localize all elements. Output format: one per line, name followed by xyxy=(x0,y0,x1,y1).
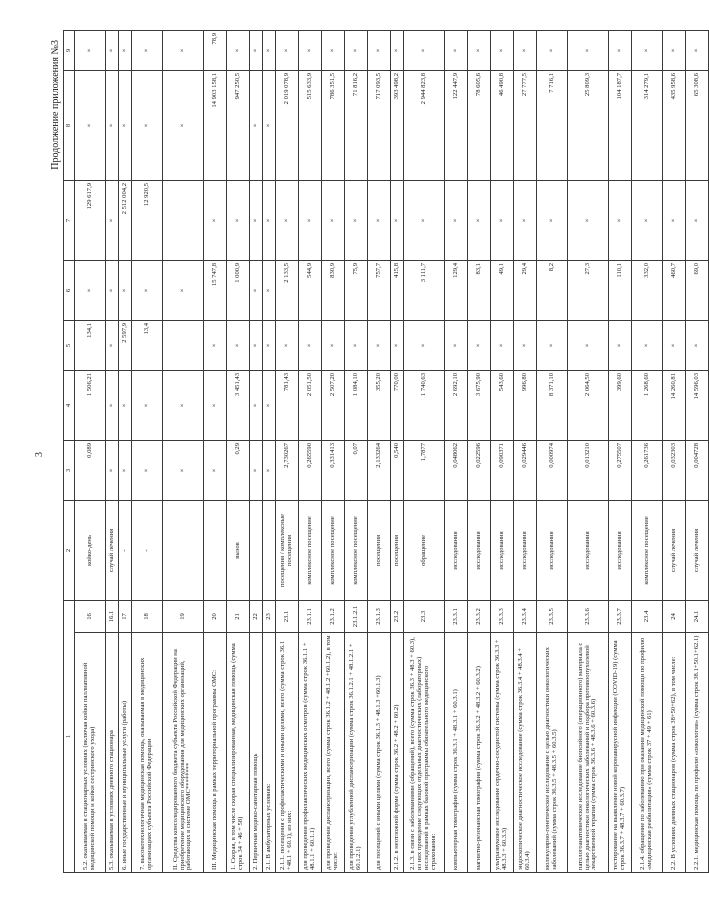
table-cell: 104 187,7 xyxy=(609,70,632,180)
table-cell: 29,4 xyxy=(514,260,537,320)
table-row xyxy=(250,30,263,872)
table-cell: случай лечения xyxy=(686,500,709,600)
table-cell: посещения / комплексные посещения xyxy=(276,500,299,600)
table-cell: × xyxy=(663,30,686,70)
table-cell: 23.3.2 xyxy=(468,600,491,632)
table-cell: для проведения профилактических медицинских осмотров (сумма строк 36.1.1 + 48.1.1 + 60.1.1) xyxy=(299,633,322,873)
table-cell: исследования xyxy=(445,500,468,600)
table-cell: 1 000,9 xyxy=(227,260,250,320)
table-cell: × xyxy=(322,320,345,370)
table-cell: 0,013210 xyxy=(568,440,609,500)
table-cell: 1 268,60 xyxy=(632,370,663,440)
table-cell: обращение xyxy=(404,500,445,600)
table-cell: 2.1. В амбулаторных условиях: xyxy=(263,633,276,873)
table-cell: для посещений с иными целями (сумма строк 36.1.3 + 48.1.3 +60.1.3) xyxy=(368,633,391,873)
table-cell: 75,9 xyxy=(345,260,368,320)
table-cell: 1,7877 xyxy=(404,440,445,500)
table-cell: 2 051,50 xyxy=(299,370,322,440)
table-cell: × xyxy=(445,320,468,370)
table-cell: × xyxy=(299,180,322,260)
table-cell: × xyxy=(537,320,568,370)
table-cell: × xyxy=(250,180,263,260)
table-cell: 23.4 xyxy=(632,600,663,632)
table-cell: 2.1.1. посещения с профилактическими и иными целями, всего (сумма строк 36.1 +48.1 + 60.1), из них: xyxy=(276,633,299,873)
table-cell: 415,8 xyxy=(391,260,404,320)
table-cell: комплексное посещение xyxy=(632,500,663,600)
table-cell: 23.1.3 xyxy=(368,600,391,632)
column-number: 1 xyxy=(64,600,75,872)
table-cell: комплексное посещение xyxy=(322,500,345,600)
table-cell: × xyxy=(132,30,163,70)
table-cell: 786 351,5 xyxy=(322,70,345,180)
table-cell: 0,275507 xyxy=(609,440,632,500)
table-cell: × xyxy=(106,370,119,440)
table-cell: × xyxy=(250,320,263,370)
table-cell: 23.3.3 xyxy=(491,600,514,632)
table-cell: 0,022596 xyxy=(468,440,491,500)
table-cell: 2.1.4. обращение по заболеванию при оказании медицинской помощи по профилю «медицинская реабилитация» (сумма строк 37 + 49 + 61) xyxy=(632,633,663,873)
table-row xyxy=(537,30,568,872)
table-cell: 1. Скорая, в том числе скорая специализированная, медицинская помощь (сумма строк 34 + 46 + 58) xyxy=(227,633,250,873)
table-cell: 0,032303 xyxy=(663,440,686,500)
table-cell xyxy=(263,500,276,600)
table-cell: вызов xyxy=(227,500,250,600)
table-cell: 22 xyxy=(250,600,263,632)
table-cell: × xyxy=(568,320,609,370)
table-cell: 25 809,3 xyxy=(568,70,609,180)
table-cell: 2.1.3. в связи с заболеваниями (обращений), всего (сумма строк 36.3 + 48.3 + 60.3), из них проведение следующих отдельных диагностических (лабораторных) исследований в рамках базовой программы обязательного медицинского страхования: xyxy=(404,633,445,873)
table-cell: 2 507,20 xyxy=(322,370,345,440)
table-cell: 996,80 xyxy=(514,370,537,440)
column-number: 4 xyxy=(64,370,75,440)
table-cell: 399,60 xyxy=(609,370,632,440)
table-cell: патологоанатомическое исследование биопсийного (операционного) материала с целью диагностики онкологических заболеваний и подбора противоопухолевой лекарственной терапии (сумма строк 36.3.6 + 48.3.6 + 60.3.6) xyxy=(568,633,609,873)
table-cell: 2,730267 xyxy=(276,440,299,500)
table-cell: × xyxy=(404,320,445,370)
table-row xyxy=(263,30,276,872)
table-cell: × xyxy=(686,30,709,70)
table-cell: × xyxy=(322,180,345,260)
table-cell: × xyxy=(75,260,106,320)
table-cell: исследования xyxy=(609,500,632,600)
table-row xyxy=(106,30,119,872)
table-cell: 71 816,2 xyxy=(345,70,368,180)
table-cell: × xyxy=(132,370,163,440)
table-row xyxy=(75,30,106,872)
table-cell: 3 451,43 xyxy=(227,370,250,440)
table-cell: исследования xyxy=(491,500,514,600)
table-cell: посещения xyxy=(391,500,404,600)
table-cell: 2.1.2. в неотложной форме (сумма строк 36.2 + 48.2 + 60.2) xyxy=(391,633,404,873)
table-cell: × xyxy=(227,30,250,70)
table-cell: 20 xyxy=(204,600,227,632)
table-cell: 129,4 xyxy=(445,260,468,320)
table-cell: 830,9 xyxy=(322,260,345,320)
table-cell: исследования xyxy=(468,500,491,600)
column-number: 6 xyxy=(64,260,75,320)
table-cell: 1 506,21 xyxy=(75,370,106,440)
table-cell: 14 596,03 xyxy=(686,370,709,440)
table-cell: 78 605,6 xyxy=(468,70,491,180)
table-cell: 8,2 xyxy=(537,260,568,320)
table-cell: случай лечения xyxy=(663,500,686,600)
table-cell: 314 279,1 xyxy=(632,70,663,180)
table-cell: × xyxy=(75,70,106,180)
table-cell: 5.2. оказываемая в стационарных условиях (включая койки паллиативной медицинской помощи и койки сестринского ухода) xyxy=(75,633,106,873)
table-row xyxy=(404,30,445,872)
table-cell: 515 633,9 xyxy=(299,70,322,180)
table-cell: 2.2.1. медицинская помощь по профилю «онкология» (сумма строк 38.1+50.1+62.1) xyxy=(686,633,709,873)
column-number: 2 xyxy=(64,500,75,600)
table-row xyxy=(491,30,514,872)
table-cell: × xyxy=(514,180,537,260)
table-cell: 23.3.1 xyxy=(445,600,468,632)
table-cell: 17 xyxy=(119,600,132,632)
table-cell: для проведения диспансеризации, всего (сумма строк 36.1.2 + 48.1.2 +60.1.2), в том числе: xyxy=(322,633,345,873)
table-cell: × xyxy=(368,180,391,260)
table-cell: × xyxy=(514,320,537,370)
table-cell: × xyxy=(263,440,276,500)
table-cell: × xyxy=(132,440,163,500)
table-cell: × xyxy=(75,30,106,70)
table-cell: молекулярно-генетическое исследование с целью диагностики онкологических заболеваний (сумма строк 36.3.5 + 48.3.5 + 60.3.5) xyxy=(537,633,568,873)
table-cell: × xyxy=(263,30,276,70)
table-cell: 0,261736 xyxy=(632,440,663,500)
table-cell: 7 716,1 xyxy=(537,70,568,180)
table-cell: 0,000974 xyxy=(537,440,568,500)
table-cell: - xyxy=(119,500,132,600)
page-number: 3 xyxy=(34,452,45,457)
table-cell: комплексное посещение xyxy=(345,500,368,600)
table-cell: × xyxy=(250,30,263,70)
table-cell: 2.2. В условиях дневных стационаров (сумма строк 38+50+62), в том числе: xyxy=(663,633,686,873)
table-cell: 46 490,8 xyxy=(491,70,514,180)
appendix-title: Продолжение приложения №3 xyxy=(50,40,61,170)
table-cell: × xyxy=(345,30,368,70)
table-cell: × xyxy=(368,30,391,70)
table-cell: III. Медицинская помощь в рамках территориальной программы ОМС: xyxy=(204,633,227,873)
table-cell: посещения xyxy=(368,500,391,600)
table-cell: × xyxy=(163,440,204,500)
table-cell: × xyxy=(250,440,263,500)
table-cell: × xyxy=(609,320,632,370)
table-cell: 2 512 004,2 xyxy=(119,180,132,260)
table-cell: 23 xyxy=(263,600,276,632)
table-cell: × xyxy=(119,30,132,70)
table-cell: × xyxy=(119,440,132,500)
table-row xyxy=(468,30,491,872)
table-row xyxy=(227,30,250,872)
table-cell: компьютерная томография (сумма строк 36.3.1 + 48.3.1 + 60.3.1) xyxy=(445,633,468,873)
table-cell: эндоскопическое диагностическое исследование (сумма строк 36.3.4 + 48.3.4 + 60.3.4) xyxy=(514,633,537,873)
column-number: 5 xyxy=(64,320,75,370)
table-cell: 23.1.2 xyxy=(322,600,345,632)
table-cell: × xyxy=(263,320,276,370)
table-row xyxy=(609,30,632,872)
table-cell: 5.3. оказываемая в условиях дневного стационара xyxy=(106,633,119,873)
table-cell: 12 920,5 xyxy=(132,180,163,260)
table-cell: ультразвуковое исследование сердечно-сосудистой системы (сумма строк 36.3.3 + 48.3.3 + 60.3.3) xyxy=(491,633,514,873)
table-cell: × xyxy=(263,260,276,320)
table-cell: 65 308,6 xyxy=(686,70,709,180)
table-cell: × xyxy=(468,30,491,70)
table-cell: 0,07 xyxy=(345,440,368,500)
table-cell: 0,029446 xyxy=(514,440,537,500)
table-row xyxy=(322,30,345,872)
table-cell: 23.3.7 xyxy=(609,600,632,632)
table-cell: случай лечения xyxy=(106,500,119,600)
table-cell: 0,048062 xyxy=(445,440,468,500)
table-cell: × xyxy=(227,180,250,260)
table-cell: 27,3 xyxy=(568,260,609,320)
table-cell xyxy=(163,320,204,370)
table-cell: 122 447,9 xyxy=(445,70,468,180)
table-cell: × xyxy=(299,30,322,70)
table-cell: 0,265590 xyxy=(299,440,322,500)
table-cell xyxy=(204,500,227,600)
table-row xyxy=(568,30,609,872)
table-cell: 7. высокотехнологичная медицинская помощь, оказываемая в медицинских организациях субъекта Российской Федерации xyxy=(132,633,163,873)
table-cell: × xyxy=(404,30,445,70)
table-cell: × xyxy=(345,320,368,370)
table-row xyxy=(632,30,663,872)
table-cell: × xyxy=(263,370,276,440)
table-cell: 0,29 xyxy=(227,440,250,500)
table-cell xyxy=(250,500,263,600)
table-cell: 544,9 xyxy=(299,260,322,320)
table-cell: × xyxy=(132,260,163,320)
table-cell: × xyxy=(106,260,119,320)
table-row xyxy=(204,30,227,872)
table-cell: 14 260,81 xyxy=(663,370,686,440)
table-cell: × xyxy=(119,370,132,440)
table-row xyxy=(391,30,404,872)
table-cell xyxy=(163,180,204,260)
table-row xyxy=(686,30,709,872)
table-cell: 1 740,63 xyxy=(404,370,445,440)
table-cell: 717 093,5 xyxy=(368,70,391,180)
table-cell: 947 250,5 xyxy=(227,70,250,180)
table-cell: II. Средства консолидированного бюджета субъекта Российской Федерации на приобретение медицинского оборудования для медицинских организаций, работающих в системе ОМС******** xyxy=(163,633,204,873)
column-number: 3 xyxy=(64,440,75,500)
table-cell: 23.3.5 xyxy=(537,600,568,632)
table-cell: × xyxy=(663,180,686,260)
table-cell: 2. Первичная медико-санитарная помощь xyxy=(250,633,263,873)
funding-table xyxy=(63,30,709,873)
table-cell: магнитно-резонансная томография (сумма строк 36.3.2 + 48.3.2 + 60.3.2) xyxy=(468,633,491,873)
table-cell: 543,60 xyxy=(491,370,514,440)
table-cell: исследования xyxy=(514,500,537,600)
table-cell: для проведения углубленной диспансеризации (сумма строк 36.1.2.1 + 48.1.2.1 + 60.1.2.1) xyxy=(345,633,368,873)
table-cell: комплексное посещение xyxy=(299,500,322,600)
table-row xyxy=(119,30,132,872)
table-cell: × xyxy=(391,180,404,260)
table-cell: × xyxy=(322,30,345,70)
table-cell: × xyxy=(119,260,132,320)
table-cell: × xyxy=(391,30,404,70)
table-cell: × xyxy=(119,70,132,180)
table-cell: 332,0 xyxy=(632,260,663,320)
table-cell xyxy=(163,500,204,600)
table-cell: 2 133,5 xyxy=(276,260,299,320)
table-cell: 18 xyxy=(132,600,163,632)
table-cell: × xyxy=(445,180,468,260)
table-cell: × xyxy=(163,260,204,320)
table-cell: × xyxy=(204,370,227,440)
table-cell: × xyxy=(632,180,663,260)
table-row xyxy=(445,30,468,872)
table-row xyxy=(368,30,391,872)
table-cell: × xyxy=(345,180,368,260)
column-number: 8 xyxy=(64,70,75,180)
table-cell: 6. иные государственные и муниципальные услуги (работы) xyxy=(119,633,132,873)
table-cell: × xyxy=(632,30,663,70)
table-cell: 16.1 xyxy=(106,600,119,632)
table-cell: 24 xyxy=(663,600,686,632)
table-cell: × xyxy=(686,320,709,370)
table-row xyxy=(299,30,322,872)
table-cell: 3 675,90 xyxy=(468,370,491,440)
table-cell: 23.2 xyxy=(391,600,404,632)
table-cell: × xyxy=(250,370,263,440)
table-cell: 0,004728 xyxy=(686,440,709,500)
table-cell: 134,1 xyxy=(75,320,106,370)
table-cell: × xyxy=(106,30,119,70)
table-cell: 24.1 xyxy=(686,600,709,632)
table-row xyxy=(163,30,204,872)
table-cell: 8 371,10 xyxy=(537,370,568,440)
table-cell: × xyxy=(106,180,119,260)
table-cell: 770,00 xyxy=(391,370,404,440)
table-cell: × xyxy=(445,30,468,70)
table-cell: 757,7 xyxy=(368,260,391,320)
table-cell: 2 944 823,8 xyxy=(404,70,445,180)
table-cell: × xyxy=(204,320,227,370)
table-cell: × xyxy=(276,180,299,260)
table-cell: × xyxy=(663,320,686,370)
table-cell: 1 084,10 xyxy=(345,370,368,440)
table-cell: × xyxy=(568,30,609,70)
table-cell: 27 777,5 xyxy=(514,70,537,180)
table-cell: × xyxy=(106,440,119,500)
table-row xyxy=(663,30,686,872)
table-cell: 2,133264 xyxy=(368,440,391,500)
table-cell: 393 498,2 xyxy=(391,70,404,180)
table-row xyxy=(276,30,299,872)
table-cell: 781,43 xyxy=(276,370,299,440)
table-cell: 19 xyxy=(163,600,204,632)
table-cell: × xyxy=(686,180,709,260)
table-cell: × xyxy=(276,30,299,70)
table-cell: 0,090371 xyxy=(491,440,514,500)
table-cell: × xyxy=(299,320,322,370)
table-cell: 129 617,9 xyxy=(75,180,106,260)
table-cell: × xyxy=(404,180,445,260)
table-cell: × xyxy=(250,70,263,180)
table-cell: 2 692,10 xyxy=(445,370,468,440)
table-cell: 110,1 xyxy=(609,260,632,320)
column-number-row xyxy=(64,30,75,872)
table-cell: × xyxy=(106,70,119,180)
column-number: 7 xyxy=(64,180,75,260)
table-cell: 23.3.4 xyxy=(514,600,537,632)
table-cell: 49,1 xyxy=(491,260,514,320)
table-cell: × xyxy=(468,320,491,370)
table-cell: 15 747,8 xyxy=(204,260,227,320)
table-cell: 69,0 xyxy=(686,260,709,320)
table-cell: койко-день xyxy=(75,500,106,600)
table-cell: × xyxy=(263,180,276,260)
table-cell: 0,540 xyxy=(391,440,404,500)
table-cell: 23.1.1 xyxy=(299,600,322,632)
table-cell: исследования xyxy=(568,500,609,600)
table-cell: 355,20 xyxy=(368,370,391,440)
table-cell: × xyxy=(276,320,299,370)
table-cell: 460,7 xyxy=(663,260,686,320)
table-cell: × xyxy=(514,30,537,70)
table-cell: 0,331413 xyxy=(322,440,345,500)
table-cell: × xyxy=(537,180,568,260)
table-cell: 83,1 xyxy=(468,260,491,320)
table-cell: × xyxy=(163,30,204,70)
table-cell: 2 019 078,9 xyxy=(276,70,299,180)
table-cell: 13,4 xyxy=(132,320,163,370)
table-cell: 0,089 xyxy=(75,440,106,500)
table-cell: 2 064,50 xyxy=(568,370,609,440)
table-cell: × xyxy=(106,320,119,370)
table-cell: × xyxy=(163,370,204,440)
table-cell: × xyxy=(163,70,204,180)
table-cell: 23.3 xyxy=(404,600,445,632)
table-cell: × xyxy=(609,180,632,260)
table-cell: × xyxy=(537,30,568,70)
table-cell: × xyxy=(468,180,491,260)
table-cell: × xyxy=(568,180,609,260)
column-number: 9 xyxy=(64,30,75,70)
table-cell: 16 xyxy=(75,600,106,632)
table-cell: × xyxy=(227,320,250,370)
table-cell: × xyxy=(632,320,663,370)
table-cell: 3 111,7 xyxy=(404,260,445,320)
table-cell: × xyxy=(204,440,227,500)
table-row xyxy=(514,30,537,872)
table-row xyxy=(132,30,163,872)
table-cell: 14 903 158,1 xyxy=(204,70,227,180)
table-cell: 23.1.2.1 xyxy=(345,600,368,632)
table-cell: 23.3.6 xyxy=(568,600,609,632)
table-cell: × xyxy=(204,180,227,260)
table-cell: × xyxy=(491,180,514,260)
table-cell: исследования xyxy=(537,500,568,600)
table-cell: × xyxy=(132,70,163,180)
table-cell: 21 xyxy=(227,600,250,632)
table-cell: × xyxy=(250,260,263,320)
table-cell: 78,9 xyxy=(204,30,227,70)
table-cell: 435 958,6 xyxy=(663,70,686,180)
table-cell: × xyxy=(491,30,514,70)
table-cell: × xyxy=(609,30,632,70)
table-cell: тестирование на выявление новой коронавирусной инфекции (COVID-19) (сумма строк 36.3.7 + 48.3.7 + 60.3.7) xyxy=(609,633,632,873)
table-cell: 23.1 xyxy=(276,600,299,632)
table-cell: × xyxy=(491,320,514,370)
table-cell: × xyxy=(263,70,276,180)
table-cell: × xyxy=(391,320,404,370)
table-cell: × xyxy=(368,320,391,370)
table-row xyxy=(345,30,368,872)
table-cell: - xyxy=(132,500,163,600)
table-cell: 2 597,9 xyxy=(119,320,132,370)
